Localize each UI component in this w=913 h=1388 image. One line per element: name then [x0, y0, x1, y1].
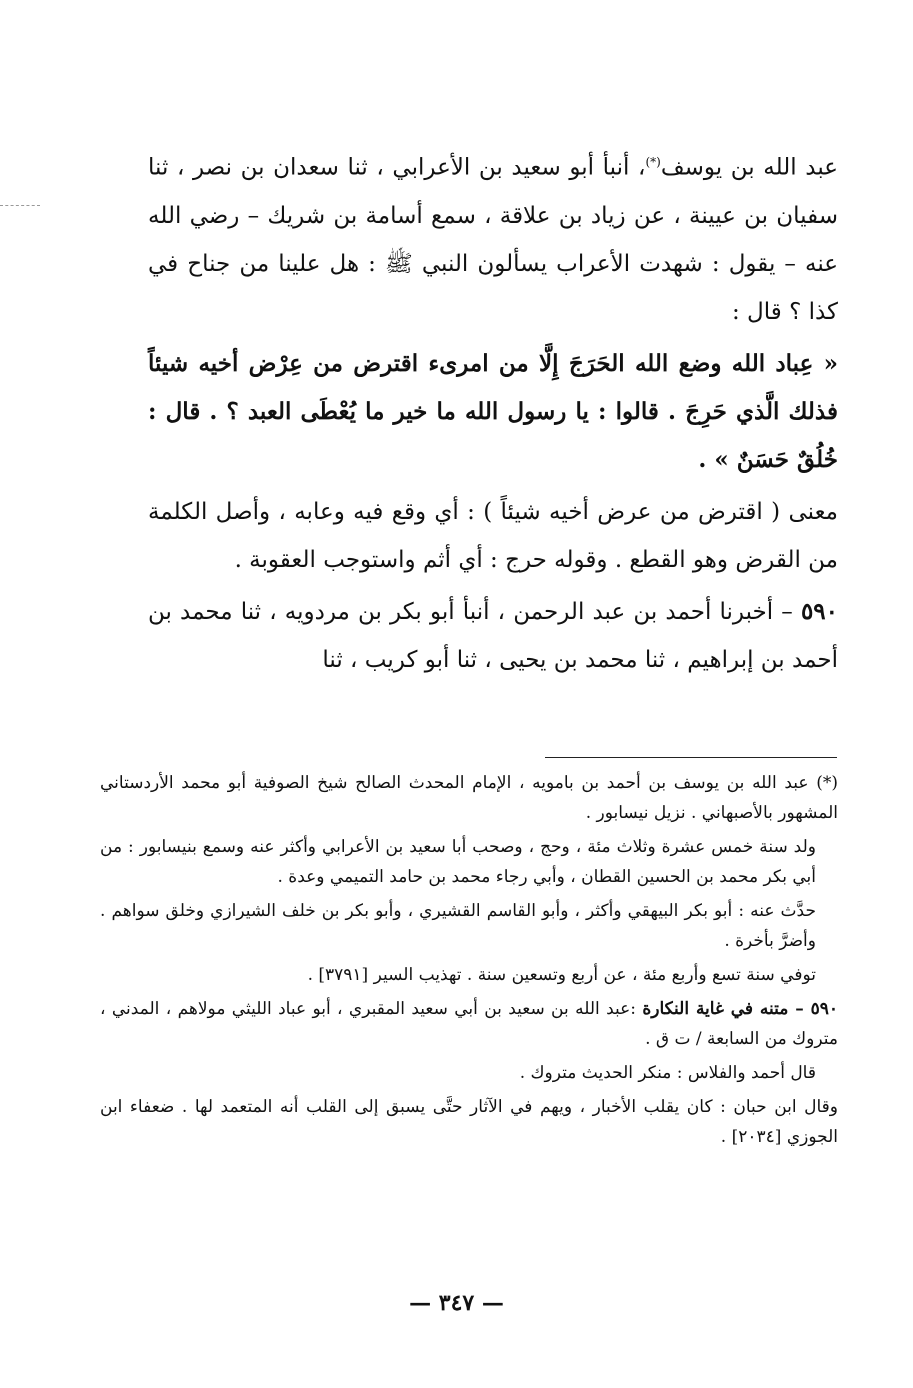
paragraph-2: معنى ( اقترض من عرض أخيه شيئاً ) : أي وقع فيه وعابه ، وأصل الكلمة من القرض وهو القطع . وقوله حرج : أي أثم واستوجب العقوبة . [148, 498, 838, 573]
footnote-divider [545, 757, 837, 758]
footnotes [100, 768, 838, 1156]
footnote-6: قال أحمد والفلاس : منكر الحديث متروك . [519, 1063, 816, 1083]
footnote-5-heading: ٥٩٠ – متنه في غاية النكارة [642, 999, 838, 1019]
hadith-text: « عِباد الله وضع الله الحَرَجَ إِلَّا من امرىء اقترض من عِرْض أخيه شيئاً فذلك الَّذي حَرِجَ . قالوا : يا رسول الله ما خير ما يُعْطَى العبد ؟ . قال : خُلُقٌ حَسَنٌ » . [148, 349, 838, 473]
paragraph-1-start: عبد الله بن يوسف [660, 154, 838, 181]
footnote-3: حدَّث عنه : أبو بكر البيهقي وأكثر ، وأبو القاسم القشيري ، وأبو بكر بن خلف الشيرازي وخلق سواهم . وأضرَّ بأخرة . [100, 901, 816, 951]
footnote-5-text: :عبد الله بن سعيد بن أبي سعيد المقبري ، أبو عباد الليثي مولاهم ، المدني ، متروك من السابعة / ت ق . [100, 999, 838, 1049]
footnote-4: توفي سنة تسع وأربع مئة ، عن أربع وتسعين سنة . تهذيب السير [٣٧٩١] . [307, 965, 816, 985]
margin-mark [0, 205, 40, 206]
footnote-7: وقال ابن حبان : كان يقلب الأخبار ، ويهم في الآثار حتَّى يسبق إلى القلب أنه المتعمد لها . ضعفاء ابن الجوزي [٢٠٣٤] . [100, 1097, 838, 1147]
footnote-5 [100, 994, 838, 1054]
main-text [148, 138, 838, 684]
hadith-number: ٥٩٠ [800, 597, 838, 625]
paragraph-1-rest: ، أنبأ أبو سعيد بن الأعرابي ، ثنا سعدان بن نصر ، ثنا سفيان بن عيينة ، عن زياد بن علاقة ، سمع أسامة بن شريك – رضي الله عنه – يقول : شهدت الأعراب يسألون النبي ﷺ : هل علينا من جناح في كذا ؟ قال : [148, 154, 838, 325]
paragraph-3-text: – أخبرنا أحمد بن عبد الرحمن ، أنبأ أبو بكر بن مردويه ، ثنا محمد بن أحمد بن إبراهيم ، ثنا محمد بن يحيى ، ثنا أبو كريب ، ثنا [148, 598, 838, 673]
footnote-1: (*) عبد الله بن يوسف بن أحمد بن بامويه ، الإمام المحدث الصالح شيخ الصوفية أبو محمد الأردستاني المشهور بالأصبهاني . نزيل نيسابور . [100, 773, 838, 823]
page-number: — ٣٤٧ — [409, 1290, 504, 1316]
paragraph-3 [148, 588, 838, 684]
footnote-marker: (*) [645, 155, 661, 169]
paragraph-1 [148, 138, 838, 336]
footnote-2: ولد سنة خمس عشرة وثلاث مئة ، وحج ، وصحب أبا سعيد بن الأعرابي وأكثر عنه وسمع بنيسابور : من أبي بكر محمد بن الحسين القطان ، وأبي رجاء محمد بن حامد التميمي وعدة . [100, 837, 816, 887]
